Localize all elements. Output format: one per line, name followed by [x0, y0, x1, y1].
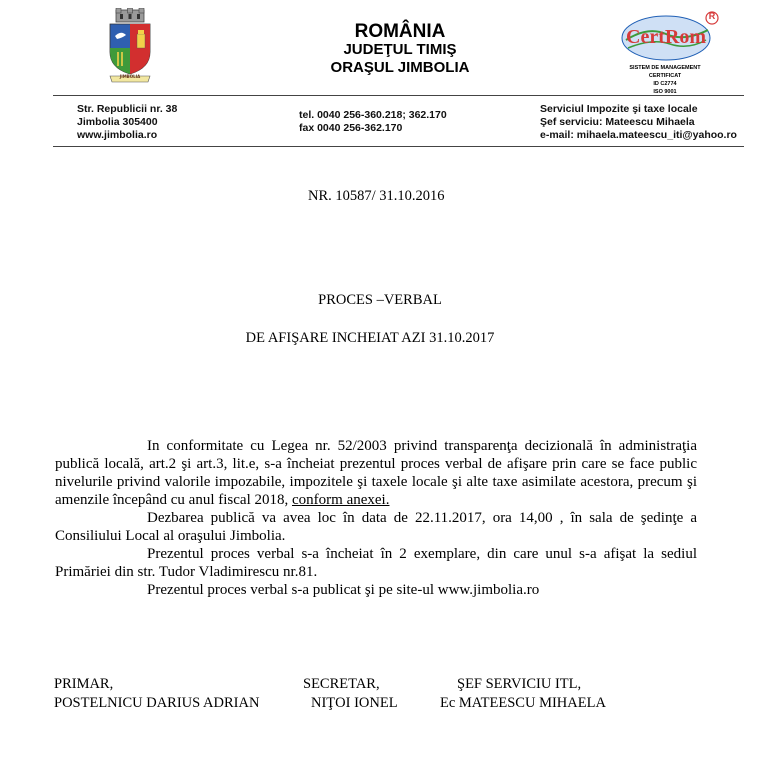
paragraph-copies: Prezentul proces verbal s-a încheiat în 2 exemplare, din care unul s-a afişat la sediul Primăriei din str. Tudor Vladimirescu nr.81. [55, 546, 697, 580]
country-title: ROMÂNIA [354, 21, 446, 42]
paragraph-legal-basis [55, 437, 697, 509]
mayor-role: PRIMAR, [54, 676, 114, 692]
header-divider-top [53, 95, 744, 96]
county-title: JUDEŢUL TIMIŞ [343, 41, 457, 58]
signature-secretary [303, 675, 398, 713]
service-block [540, 103, 755, 142]
document-body [55, 437, 697, 599]
service-name: Serviciul Impozite şi taxe locale [540, 103, 698, 115]
service-head: Şef serviciu: Mateescu Mihaela [540, 116, 695, 128]
secretary-role: SECRETAR, [303, 676, 380, 692]
certrom-logo [618, 8, 722, 95]
chief-name: Ec MATEESCU MIHAELA [440, 695, 606, 711]
header-divider-bottom [53, 146, 744, 147]
address-street: Str. Republicii nr. 38 [77, 103, 178, 115]
address-city: Jimbolia 305400 [77, 116, 158, 128]
secretary-name: NIŢOI IONEL [311, 695, 398, 711]
jimbolia-coat-of-arms [104, 8, 156, 86]
document-subtitle: DE AFIŞARE INCHEIAT AZI 31.10.2017 [245, 330, 495, 346]
paragraph-legal-basis-text: In conformitate cu Legea nr. 52/2003 privind transparenţa decizională în administraţia publică locală, art.2 şi art.3, lit.e, s-a încheiat prezentul proces verbal de afişare prin care se face public nivelurile privind valorile impozabile, impozitele şi taxele locale şi alte taxe asimilate acestora, precum şi amenzile începând cu anul fiscal 2018, [55, 438, 697, 508]
signature-mayor [54, 675, 259, 713]
signature-chief [440, 675, 606, 713]
fax-number: fax 0040 256-362.170 [299, 122, 403, 134]
address-block [77, 103, 267, 142]
email-link[interactable]: e-mail: mihaela.mateescu_iti@yahoo.ro [540, 129, 737, 141]
cert-system-text: SISTEM DE MANAGEMENT CERTIFICAT [629, 65, 701, 79]
cert-id-text: ID C2774 [653, 81, 677, 87]
paragraph-public-debate: Dezbarea publică va avea loc în data de 22.11.2017, ora 14,00 , în sala de şedinţe a Consiliului Local al oraşului Jimbolia. [55, 510, 697, 544]
chief-role: ŞEF SERVICIU ITL, [457, 676, 582, 692]
mayor-name: POSTELNICU DARIUS ADRIAN [54, 695, 260, 711]
phone-block [299, 109, 519, 135]
annex-link[interactable]: conform anexei. [292, 492, 390, 508]
paragraph-publication: Prezentul proces verbal s-a publicat şi pe site-ul www.jimbolia.ro [147, 582, 540, 598]
document-title: PROCES –VERBAL [318, 292, 442, 308]
website-link[interactable]: www.jimbolia.ro [77, 129, 158, 141]
document-number: NR. 10587/ 31.10.2016 [308, 188, 445, 204]
crest-ribbon-text: JIMBOLIA [119, 74, 141, 79]
cert-iso-text: ISO 9001 [653, 89, 677, 95]
phone-number: tel. 0040 256-360.218; 362.170 [299, 109, 447, 121]
city-title: ORAŞUL JIMBOLIA [330, 59, 470, 76]
certrom-wordmark: CertRom [626, 26, 706, 48]
registered-mark: R [708, 11, 716, 21]
